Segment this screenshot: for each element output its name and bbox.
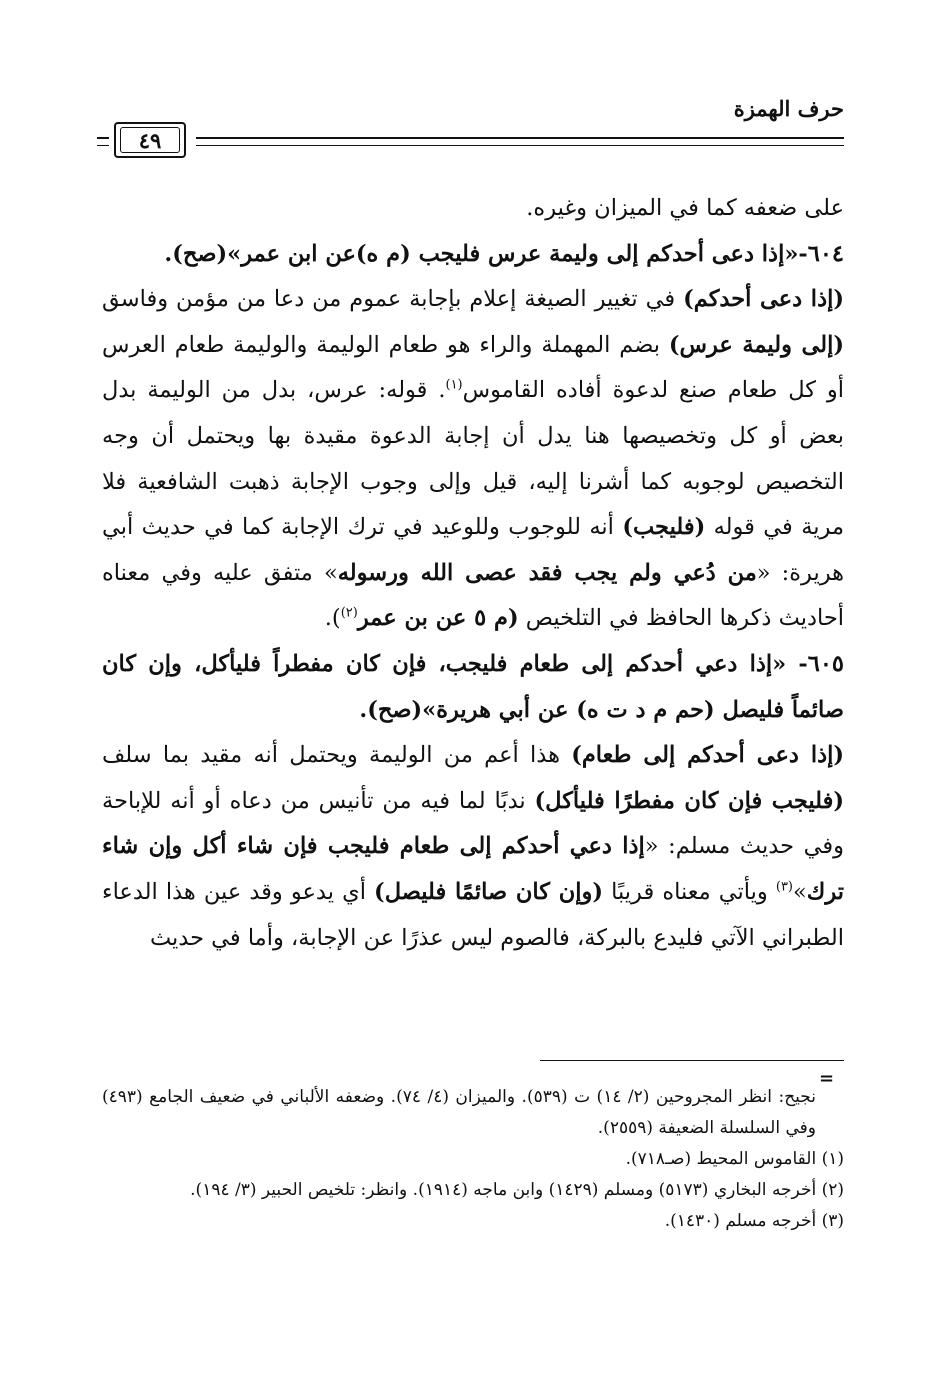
quoted-phrase: (إذا دعى أحدكم إلى طعام): [571, 742, 844, 769]
text-run: بضم المهملة والراء هو طعام الوليمة والوليمة طعام العرس أو كل طعام صنع لدعوة أفاده القاموس: [102, 331, 844, 404]
text-run: ).: [324, 605, 341, 632]
main-text: [102, 186, 844, 961]
footnote-ref: (٣): [775, 879, 793, 895]
footnote-separator: [540, 1060, 844, 1061]
footnote-ref: (١): [445, 377, 463, 393]
quoted-phrase: (وإن كان صائمًا فليصل): [374, 878, 604, 905]
source-ref: (م ٥ عن بن عمر: [357, 605, 519, 632]
text-run: هذا أعم من الوليمة ويحتمل أنه مقيد بما سلف: [102, 742, 572, 769]
paragraph-continuation: [102, 186, 844, 232]
text-run: »: [793, 878, 807, 905]
footnote-1: (١) القاموس المحيط (صـ٧١٨).: [625, 1149, 844, 1169]
footnote-2: (٢) أخرجه البخاري (٥١٧٣) ومسلم (١٤٢٩) وابن ماجه (١٩١٤). وانظر: تلخيص الحبير (٣/ ١٩٤).: [190, 1180, 844, 1200]
footnotes: [102, 1082, 844, 1237]
quoted-hadith: من دُعي ولم يجب فقد عصى الله ورسوله: [337, 559, 757, 586]
hadith-605: ٦٠٥- «إذا دعي أحدكم إلى طعام فليجب، فإن كان مفطراً فليأكل، وإن كان صائماً فليصل (حم م د ت ه) عن أبي هريرة»(صح).: [102, 650, 844, 723]
header-rule-end-mark: [97, 137, 109, 146]
page-number-frame: [114, 122, 186, 158]
text-run: . قوله: عرس، بدل من الوليمة بدل بعض أو كل وتخصيصها هنا يدل أن إجابة الدعوة مقيدة بها ويحتمل أن وجه التخصيص لوجوبه كما أشرنا إليه، قيل وإلى وجوب الإجابة ذهبت الشافعية فلا مرية في قوله: [102, 377, 844, 541]
commentary-604: [102, 277, 844, 642]
text-run: على ضعفه كما في الميزان وغيره.: [526, 195, 844, 221]
text-run: ندبًا لما فيه من تأنيس من دعاه أو أنه للإباحة وفي حديث مسلم: «: [102, 787, 844, 860]
running-header-title: حرف الهمزة: [733, 96, 844, 121]
footnote-ref: (٢): [340, 605, 358, 621]
footnote-continued: نجيح: انظر المجروحين (٢/ ١٤) ت (٥٣٩). والميزان (٤/ ٧٤). وضعفه الألباني في ضعيف الجامع (٤٩٣) وفي السلسلة الضعيفة (٢٥٥٩).: [102, 1087, 816, 1138]
header-double-rule: [196, 137, 844, 146]
quoted-hadith: إذا دعي أحدكم إلى طعام فليجب فإن شاء أكل وإن شاء ترك: [102, 833, 845, 905]
quoted-phrase: (إذا دعى أحدكم): [683, 286, 844, 313]
text-run: » متفق عليه وفي معناه أحاديث ذكرها الحافظ في التلخيص: [102, 559, 844, 632]
footnote-continuation-mark: =: [819, 1068, 835, 1089]
text-run: أنه للوجوب وللوعيد في ترك الإجابة كما في حديث أبي هريرة: «: [102, 514, 845, 586]
commentary-605: [102, 733, 844, 961]
hadith-604: ٦٠٤-«إذا دعى أحدكم إلى وليمة عرس فليجب (م ه)عن ابن عمر»(صح).: [164, 240, 844, 267]
quoted-phrase: (فليجب فإن كان مفطرًا فليأكل): [534, 787, 844, 814]
quoted-phrase: (فليجب): [622, 514, 706, 541]
quoted-phrase: (إلى وليمة عرس): [668, 331, 844, 358]
text-run: أي يدعو وقد عين هذا الدعاء الطبراني الآتي فليدع بالبركة، فالصوم ليس عذرًا عن الإجابة، وأما في حديث: [102, 878, 844, 951]
footnote-3: (٣) أخرجه مسلم (١٤٣٠).: [664, 1211, 844, 1231]
page-number: ٤٩: [120, 127, 180, 153]
text-run: في تغيير الصيغة إعلام بإجابة عموم من دعا من مؤمن وفاسق: [102, 286, 684, 313]
text-run: ويأتي معناه قريبًا: [603, 878, 776, 905]
